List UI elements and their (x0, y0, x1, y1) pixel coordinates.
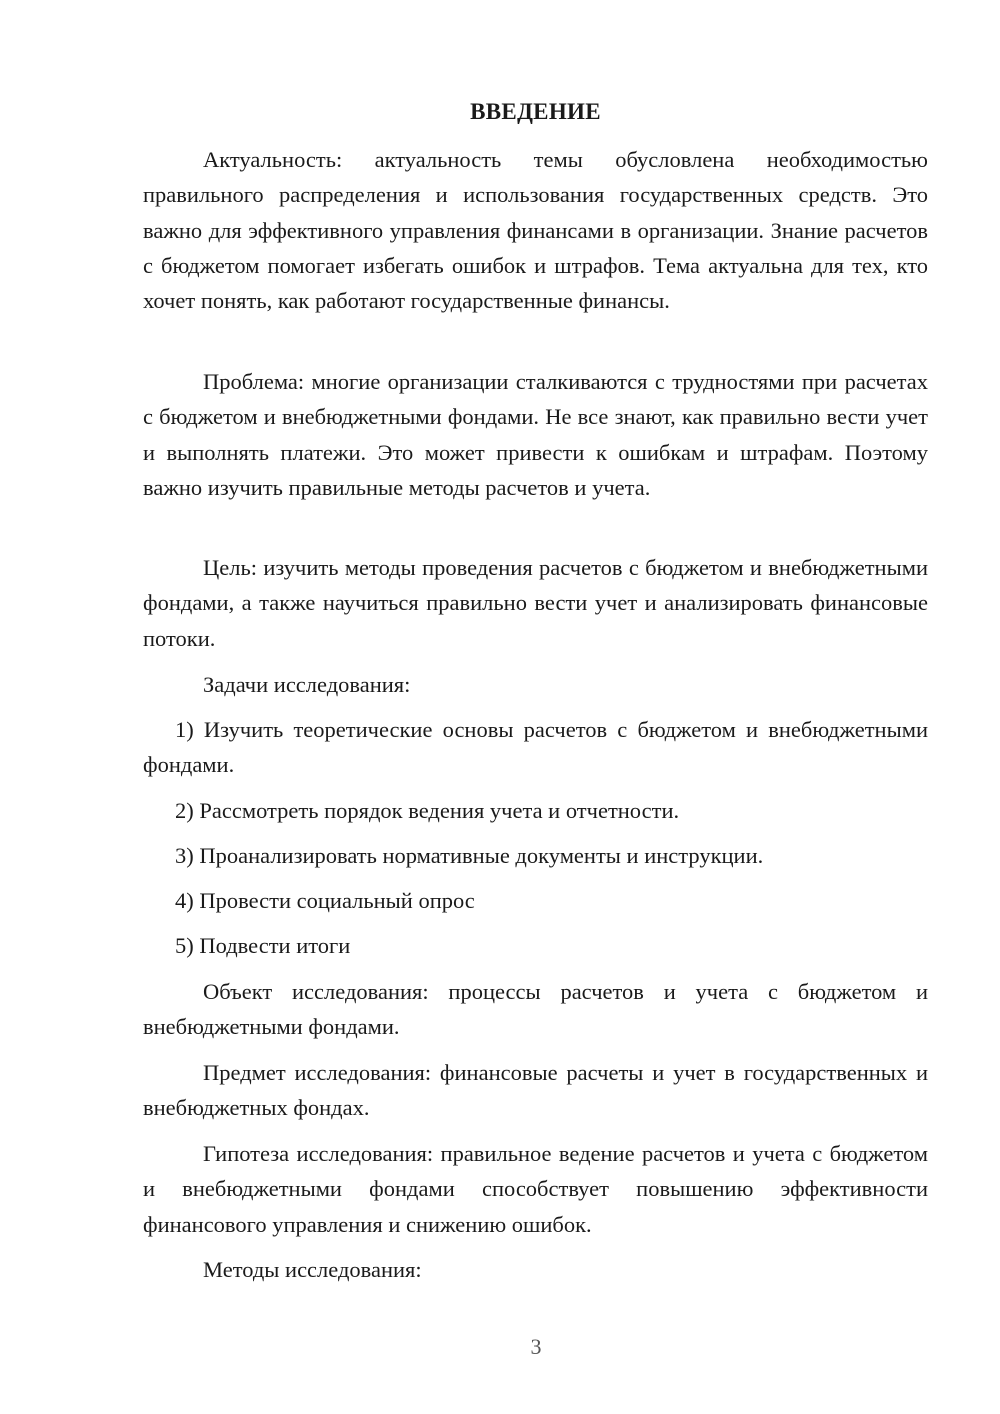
task-item-4: 4) Провести социальный опрос (175, 888, 475, 913)
task-item-3: 3) Проанализировать нормативные документы и инструкции. (175, 843, 764, 868)
page-title: ВВЕДЕНИЕ (470, 99, 601, 124)
paragraph-tasks-title: Задачи исследования: (203, 672, 411, 697)
paragraph-problem: Проблема: многие организации сталкиваются с трудностями при расчетах с бюджетом и внебюджетными фондами. Не все знают, как правильно вести учет и выполнять платежи. Это может привести к ошибкам и штрафам. Поэтому важно изучить правильные методы расчетов и учета. (143, 369, 928, 500)
paragraph-goal: Цель: изучить методы проведения расчетов с бюджетом и внебюджетными фондами, а также научиться правильно вести учет и анализировать финансовые потоки. (143, 555, 928, 651)
paragraph-subject: Предмет исследования: финансовые расчеты и учет в государственных и внебюджетных фондах. (143, 1060, 928, 1121)
paragraph-relevance: Актуальность: актуальность темы обусловлена необходимостью правильного распределения и использования государственных средств. Это важно для эффективного управления финансами в организации. Знание расчетов с бюджетом помогает избегать ошибок и штрафов. Тема актуальна для тех, кто хочет понять, как работают государственные финансы. (143, 147, 928, 314)
paragraph-hypothesis: Гипотеза исследования: правильное ведение расчетов и учета с бюджетом и внебюджетными фондами способствует повышению эффективности финансового управления и снижению ошибок. (143, 1141, 928, 1237)
task-item-5: 5) Подвести итоги (175, 933, 351, 958)
task-item-2: 2) Рассмотреть порядок ведения учета и отчетности. (175, 798, 680, 823)
paragraph-object: Объект исследования: процессы расчетов и учета с бюджетом и внебюджетными фондами. (143, 979, 928, 1040)
paragraph-methods-title: Методы исследования: (203, 1257, 422, 1282)
task-item-1: 1) Изучить теоретические основы расчетов с бюджетом и внебюджетными фондами. (143, 717, 928, 778)
page-number: 3 (530, 1334, 542, 1359)
